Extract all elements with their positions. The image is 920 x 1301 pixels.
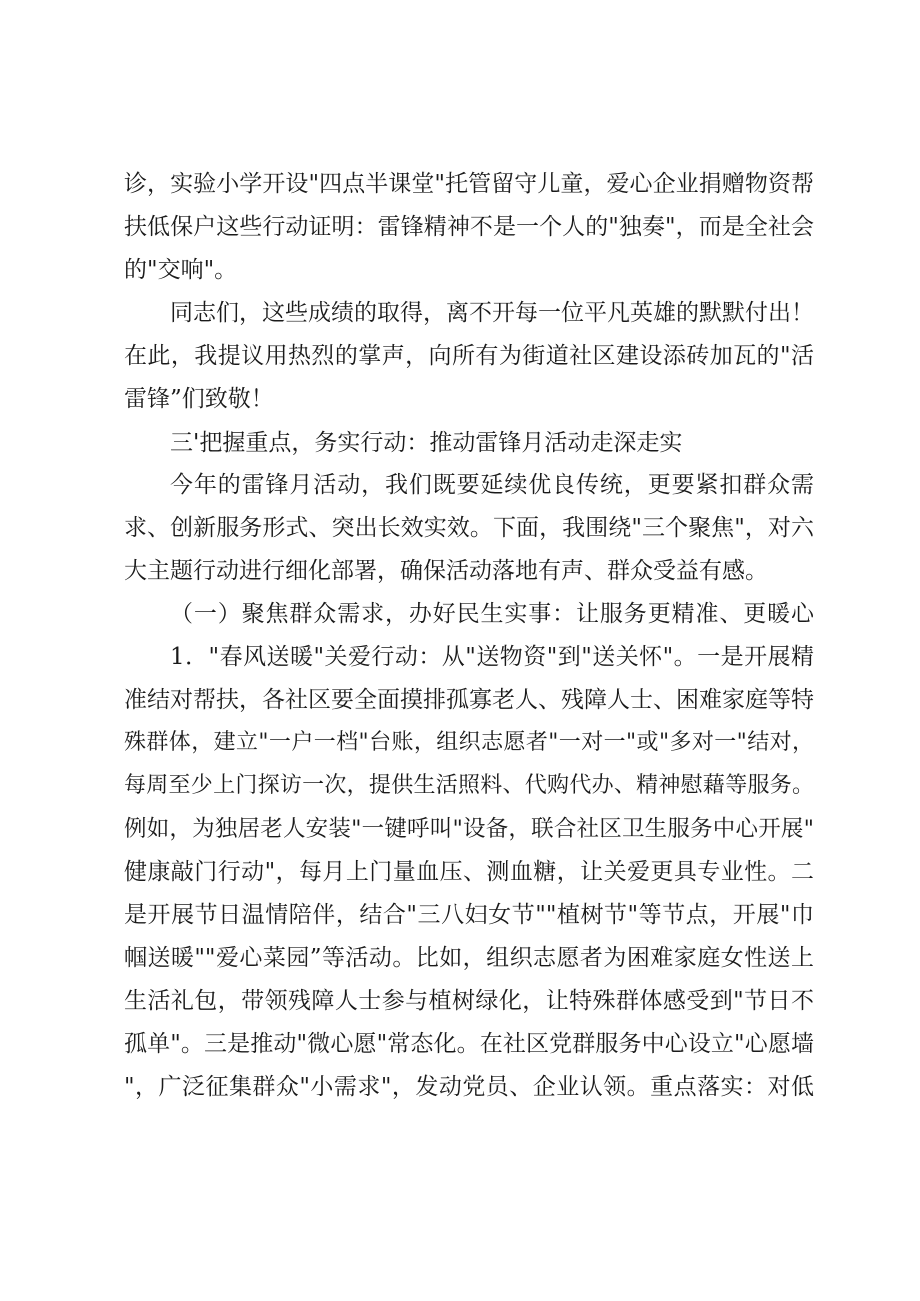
paragraph-first-line: 今年的雷锋月活动，我们既要延续优良传统，更要紧扣群众需: [170, 472, 814, 498]
body-line: 扶低保户这些行动证明：雷锋精神不是一个人的"独奏"，而是全社会: [124, 214, 814, 240]
body-line: 生活礼包，带领残障人士参与植树绿化，让特殊群体感受到"节日不: [124, 988, 814, 1014]
body-line: 大主题行动进行细化部署，确保活动落地有声、群众受益有感。: [124, 558, 768, 584]
body-line: 健康敲门行动"，每月上门量血压、测血糖，让关爱更具专业性。二: [124, 859, 814, 885]
body-line: 孤单"。三是推动"微心愿"常态化。在社区党群服务中心设立"心愿墙: [124, 1031, 814, 1057]
paragraph-first-line: 同志们，这些成绩的取得，离不开每一位平凡英雄的默默付出！: [170, 300, 814, 326]
body-line: 帼送暖""爱心菜园”等活动。比如，组织志愿者为困难家庭女性送上: [124, 945, 814, 971]
section-heading: 三'把握重点，务实行动：推动雷锋月活动走深走实: [170, 430, 683, 456]
body-line: 的"交响"。: [124, 257, 238, 283]
body-line: 是开展节日温情陪伴，结合"三八妇女节""植树节"等节点，开展"巾: [124, 902, 814, 928]
body-line: 殊群体，建立"一户一档"台账，组织志愿者"一对一"或"多对一"结对，: [124, 730, 814, 755]
body-line: 准结对帮扶，各社区要全面摸排孤寡老人、残障人士、困难家庭等特: [124, 687, 814, 713]
body-line: 诊，实验小学开设"四点半课堂"托管留守儿童，爱心企业捐赠物资帮: [124, 171, 814, 197]
body-line: 雷锋”们致敬！: [124, 386, 274, 412]
body-line: 在此，我提议用热烈的掌声，向所有为街道社区建设添砖加瓦的"活: [124, 343, 814, 369]
body-line: 求、创新服务形式、突出长效实效。下面，我围绕"三个聚焦"，对六: [124, 515, 814, 541]
body-line: 每周至少上门探访一次，提供生活照料、代购代办、精神慰藉等服务。: [124, 773, 814, 798]
body-line: 例如，为独居老人安装"一键呼叫"设备，联合社区卫生服务中心开展": [124, 816, 814, 842]
body-line: "，广泛征集群众"小需求"，发动党员、企业认领。重点落实：对低: [124, 1074, 814, 1100]
subsection-heading: （一）聚焦群众需求，办好民生实事：让服务更精准、更暖心: [170, 601, 814, 627]
paragraph-first-line: 1．"春风送暖"关爱行动：从"送物资"到"送关怀"。一是开展精: [170, 644, 814, 670]
